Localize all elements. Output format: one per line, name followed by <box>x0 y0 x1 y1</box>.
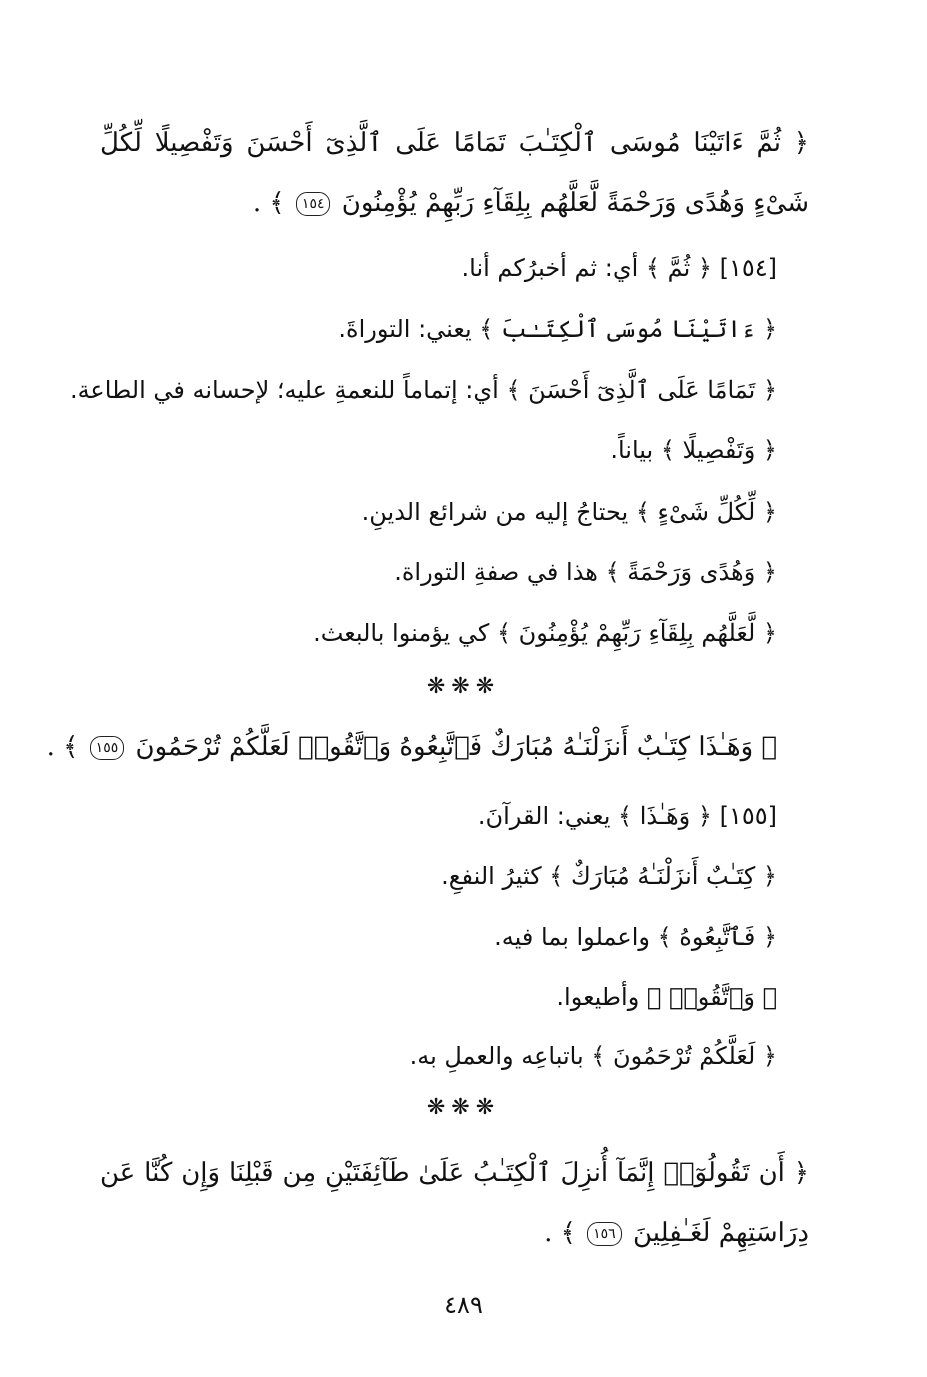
verse-number-badge: ١٥٥ <box>90 736 125 760</box>
quoted-phrase: ﴿ فَٱتَّبِعُوهُ ﴾ <box>657 923 777 951</box>
commentary-text: يعني: القرآنَ. <box>477 802 619 830</box>
commentary-text: هذا في صفةِ التوراة. <box>394 558 606 586</box>
verse-156-line-1 <box>100 1153 809 1193</box>
commentary-ref: [١٥٥] <box>711 802 777 830</box>
verse-text: شَىْءٍ وَهُدًى وَرَحْمَةً لَّعَلَّهُم بِلِقَآءِ رَبِّهِمْ يُؤْمِنُونَ <box>341 188 809 218</box>
commentary-155-line-3 <box>494 917 777 957</box>
commentary-154-line-4 <box>610 430 777 470</box>
verse-text: ﴿ وَهَـٰذَا كِتَـٰبٌ أَنزَلْنَـٰهُ مُبَارَكٌ فَٱتَّبِعُوهُ وَٱتَّقُوا۟ لَعَلَّكُمْ تُرْحَمُونَ <box>135 732 777 762</box>
quoted-phrase: ﴿ وَتَفْصِيلًا ﴾ <box>660 436 777 464</box>
verse-end-ornament: ﴾ . <box>544 1218 576 1248</box>
quoted-phrase: ﴿ وَهُدًى وَرَحْمَةً ﴾ <box>605 558 777 586</box>
verse-end-ornament: ﴾ . <box>252 188 285 218</box>
commentary-text: بياناً. <box>610 436 661 464</box>
quoted-phrase: ﴿ ءَاتَيْنَا مُوسَى ٱلْكِتَـٰبَ ﴾ <box>479 315 777 343</box>
section-separator: ❋❋❋ <box>426 1095 501 1120</box>
quoted-phrase: ﴿ كِتَـٰبٌ أَنزَلْنَـٰهُ مُبَارَكٌ ﴾ <box>549 862 777 890</box>
verse-155-line-1 <box>47 727 777 767</box>
verse-number-badge: ١٥٤ <box>296 192 331 216</box>
quoted-phrase: ﴿ ثُمَّ ﴾ <box>645 254 712 282</box>
commentary-text: واعملوا بما فيه. <box>494 923 658 951</box>
verse-text: ﴿ ثُمَّ ءَاتَيْنَا مُوسَى ٱلْكِتَـٰبَ تَمَامًا عَلَى ٱلَّذِىٓ أَحْسَنَ وَتَفْصِيلًا لِّكُلِّ <box>100 128 809 158</box>
commentary-154-line-3 <box>70 370 777 410</box>
verse-text: ﴿ أَن تَقُولُوٓا۟ إِنَّمَآ أُنزِلَ ٱلْكِتَـٰبُ عَلَىٰ طَآئِفَتَيْنِ مِن قَبْلِنَا وَإِن كُنَّا عَن <box>100 1158 809 1188</box>
commentary-154-line-5 <box>362 492 777 532</box>
verse-154-line-2 <box>253 183 809 223</box>
quoted-phrase: ﴿ وَٱتَّقُوا۟ ﴾ <box>646 983 777 1011</box>
page-number: ٤٨٩ <box>444 1291 483 1319</box>
commentary-text: أي: ثم أخبرُكم أنا. <box>461 254 646 282</box>
quoted-phrase: ﴿ لَعَلَّكُمْ تُرْحَمُونَ ﴾ <box>591 1042 777 1070</box>
commentary-155-line-1 <box>478 796 777 836</box>
commentary-text: باتباعِه والعملِ به. <box>409 1042 592 1070</box>
commentary-text: كي يؤمنوا بالبعث. <box>313 619 497 647</box>
quoted-phrase: ﴿ تَمَامًا عَلَى ٱلَّذِىٓ أَحْسَنَ ﴾ <box>506 376 777 404</box>
verse-text: دِرَاسَتِهِمْ لَغَـٰفِلِينَ <box>632 1218 809 1248</box>
verse-154-line-1 <box>100 123 809 163</box>
commentary-154-line-7 <box>313 613 777 653</box>
commentary-ref: [١٥٤] <box>711 254 777 282</box>
commentary-155-line-5 <box>410 1036 777 1076</box>
commentary-text: يعني: التوراةَ. <box>338 315 480 343</box>
section-separator: ❋❋❋ <box>426 674 501 699</box>
commentary-154-line-6 <box>394 552 777 592</box>
commentary-155-line-4 <box>556 977 777 1017</box>
verse-number-badge: ١٥٦ <box>587 1222 622 1246</box>
verse-end-ornament: ﴾ . <box>46 732 79 762</box>
commentary-155-line-2 <box>441 856 777 896</box>
verse-156-line-2 <box>544 1213 809 1253</box>
quoted-phrase: ﴿ لِّكُلِّ شَىْءٍ ﴾ <box>635 498 777 526</box>
quoted-phrase: ﴿ لَّعَلَّهُم بِلِقَآءِ رَبِّهِمْ يُؤْمِنُونَ ﴾ <box>496 619 777 647</box>
commentary-text: كثيرُ النفعِ. <box>441 862 550 890</box>
commentary-154-line-2 <box>338 309 777 349</box>
commentary-text: يحتاجُ إليه من شرائع الدينِ. <box>361 498 636 526</box>
commentary-154-line-1 <box>462 248 777 288</box>
commentary-text: أي: إتماماً للنعمةِ عليه؛ لإحسانه في الطاعة. <box>69 376 507 404</box>
commentary-text: وأطيعوا. <box>556 983 647 1011</box>
quoted-phrase: ﴿ وَهَـٰذَا ﴾ <box>618 802 712 830</box>
